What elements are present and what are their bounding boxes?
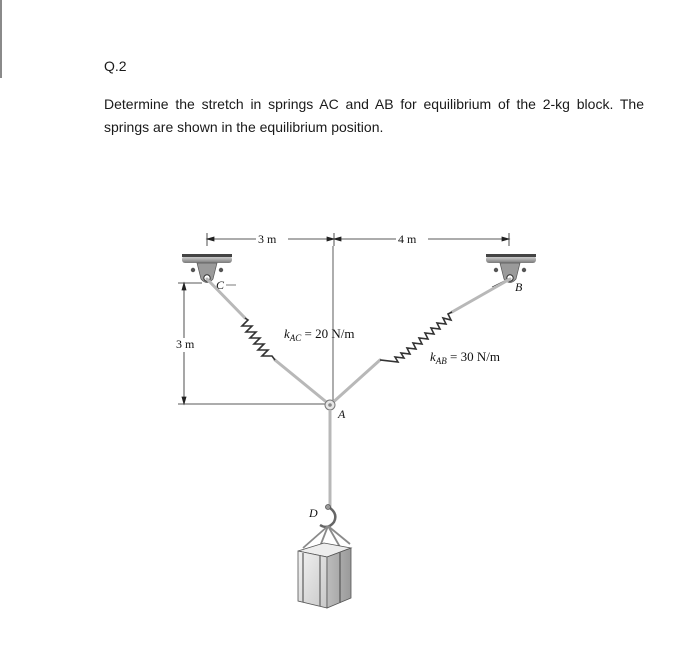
dim-right-label: 4 m: [398, 232, 417, 246]
label-D: D: [309, 506, 318, 520]
dim-vertical-label: 3 m: [176, 337, 195, 351]
spring-AC-label: $k_{AC} = 20$ N/m: [284, 326, 355, 343]
question-text: Determine the stretch in springs AC and AB for equilibrium of the 2-kg block. The springs are shown in the equilibrium position.: [104, 96, 644, 135]
label-C: C: [216, 278, 225, 292]
spring-AC: [242, 318, 275, 360]
spring-AB: [380, 312, 452, 362]
label-A: A: [338, 407, 346, 421]
block-2kg: [298, 543, 351, 608]
cable-AB: [330, 279, 510, 405]
hook-D: [320, 505, 335, 527]
joint-A: [325, 400, 335, 410]
dim-left-label: 3 m: [258, 232, 277, 246]
spring-AB-label: $k_{AB} = 30$ N/m: [430, 349, 500, 366]
question-number: Q.2: [104, 58, 127, 74]
horizontal-dimension: [207, 233, 509, 246]
label-B: B: [515, 280, 523, 294]
cable-AC: [207, 279, 330, 405]
